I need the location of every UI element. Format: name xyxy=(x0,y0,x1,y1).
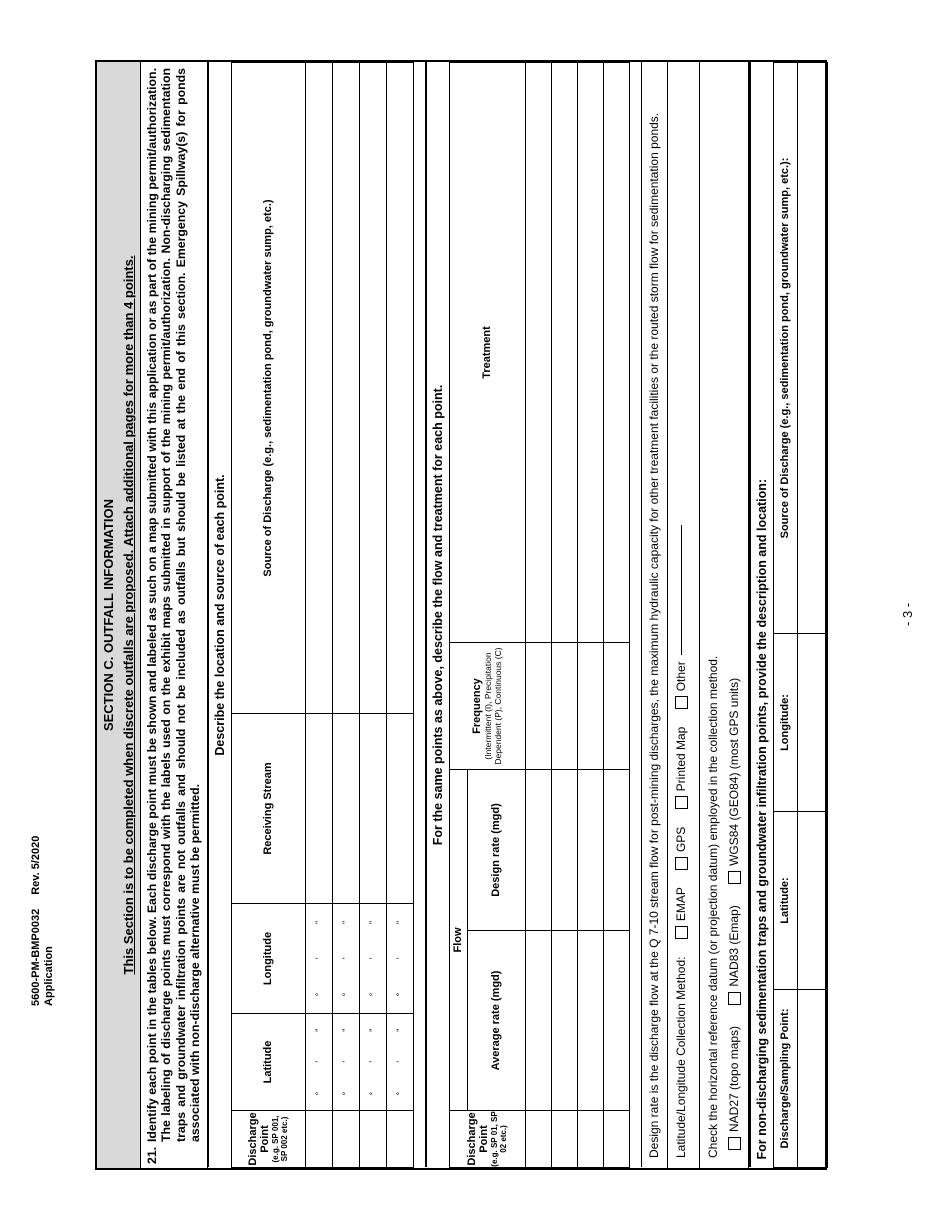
col-source: Source of Discharge (e.g., sedimentation pond, groundwater sump, etc.): xyxy=(773,63,797,634)
table-row xyxy=(386,63,413,1168)
longitude-cell[interactable]: ° ' " xyxy=(359,904,386,1014)
question-number: 21. xyxy=(145,1146,159,1164)
col-discharge-point: Discharge Point (e.g. SP 001, SP 002 etc.) xyxy=(231,1111,305,1168)
section-title: SECTION C. OUTFALL INFORMATION xyxy=(101,498,116,732)
flow-table-caption: For the same points as above, describe the flow and treatment for each point. xyxy=(426,63,449,1168)
latitude-cell[interactable]: ° ' " xyxy=(305,1014,332,1111)
table-row xyxy=(305,63,332,1168)
table-row xyxy=(797,63,827,1168)
col-treatment: Treatment xyxy=(449,63,525,643)
col-source: Source of Discharge (e.g., sedimentation pond, groundwater sump, etc.) xyxy=(231,63,305,714)
longitude-cell[interactable]: ° ' " xyxy=(332,904,359,1014)
design-rate-note: Design rate is the discharge flow at the Q 7-10 stream flow for post-mining discharges, the maximum hydraulic capacity for other treatment facilities or the routed storm flow for sedimentation ponds. xyxy=(642,62,668,1168)
section-header xyxy=(97,62,141,1168)
table-row xyxy=(359,63,386,1168)
non-discharging-table xyxy=(749,62,828,1168)
datum-options: NAD27 (topo maps) NAD83 (Emap) WGS84 (GEO84) (most GPS units) xyxy=(724,62,748,1168)
location-table-caption: Describe the location and source of each point. xyxy=(208,63,231,1168)
gps-checkbox[interactable] xyxy=(675,857,688,870)
col-longitude: Longitude xyxy=(231,904,305,1014)
latitude-cell[interactable]: ° ' " xyxy=(359,1014,386,1111)
emap-checkbox[interactable] xyxy=(675,926,688,939)
method-label: Latitude/Longitude Collection Method: xyxy=(673,956,688,1158)
wgs84-checkbox[interactable] xyxy=(728,871,741,884)
col-longitude: Longitude: xyxy=(773,634,797,812)
non-discharging-caption: For non-discharging sedimentation traps and groundwater infiltration points, provide the description and location: xyxy=(750,63,774,1168)
col-latitude: Latitude xyxy=(231,1014,305,1111)
question-21 xyxy=(141,62,208,1168)
col-discharge-point: Discharge Point (e.g. SP 01, SP 02 etc.) xyxy=(449,1111,525,1168)
outfall-form xyxy=(95,60,827,1170)
question-text: Identify each point in the tables below. Each discharge point must be shown and labeled as such on a map submitted with this application or as part of the mining permit/authorization. The labeling of discharge points must correspond with the labels used on the exhibit maps submitted in support of the mining permit/authorization. Non-discharging sedimentation traps and groundwater infiltration points are not outfalls and should not be included as outfalls but should be listed at the end of this section. Emergency Spillway(s) for ponds associated with non-discharge alternative must be permitted. xyxy=(145,68,203,1142)
printed-map-checkbox[interactable] xyxy=(675,796,688,809)
latitude-cell[interactable]: ° ' " xyxy=(332,1014,359,1111)
location-table xyxy=(208,62,426,1168)
col-latitude: Latitude: xyxy=(773,812,797,990)
form-document: Application xyxy=(43,946,55,1006)
datum-label: Check the horizontal reference datum (or projection datum) employed in the collection method. xyxy=(705,655,720,1158)
nad27-checkbox[interactable] xyxy=(728,1137,741,1150)
form-revision: Rev. 5/2020 xyxy=(30,835,42,895)
longitude-cell[interactable]: ° ' " xyxy=(386,904,413,1014)
col-average-rate: Average rate (mgd) xyxy=(467,931,525,1111)
other-checkbox[interactable] xyxy=(675,696,688,709)
collection-method: Latitude/Longitude Collection Method: EMAP GPS Printed Map Other xyxy=(668,62,700,1168)
table-row xyxy=(525,63,551,1168)
col-flow: Flow xyxy=(449,770,467,1111)
table-row xyxy=(551,63,577,1168)
col-sampling-point: Discharge/Sampling Point: xyxy=(773,990,797,1168)
section-subtitle: This Section is to be completed when discrete outfalls are proposed. Attach additional pages for more than 4 points. xyxy=(121,255,136,975)
longitude-cell[interactable]: ° ' " xyxy=(305,904,332,1014)
collection-notes xyxy=(642,62,749,1168)
latitude-cell[interactable]: ° ' " xyxy=(386,1014,413,1111)
col-frequency: Frequency (Intermittent (I), Precipitation Dependent (P), Continuous (C) xyxy=(449,643,525,770)
form-header xyxy=(30,786,56,1006)
table-row xyxy=(332,63,359,1168)
table-row xyxy=(603,63,629,1168)
col-design-rate: Design rate (mgd) xyxy=(467,770,525,931)
page-number: - 3 - xyxy=(900,602,915,626)
table-row xyxy=(577,63,603,1168)
col-receiving-stream: Receiving Stream xyxy=(231,714,305,904)
other-input[interactable] xyxy=(681,525,682,655)
form-number: 5600-PM-BMP0032 xyxy=(30,908,42,1006)
nad83-checkbox[interactable] xyxy=(728,992,741,1005)
flow-table xyxy=(426,62,642,1168)
